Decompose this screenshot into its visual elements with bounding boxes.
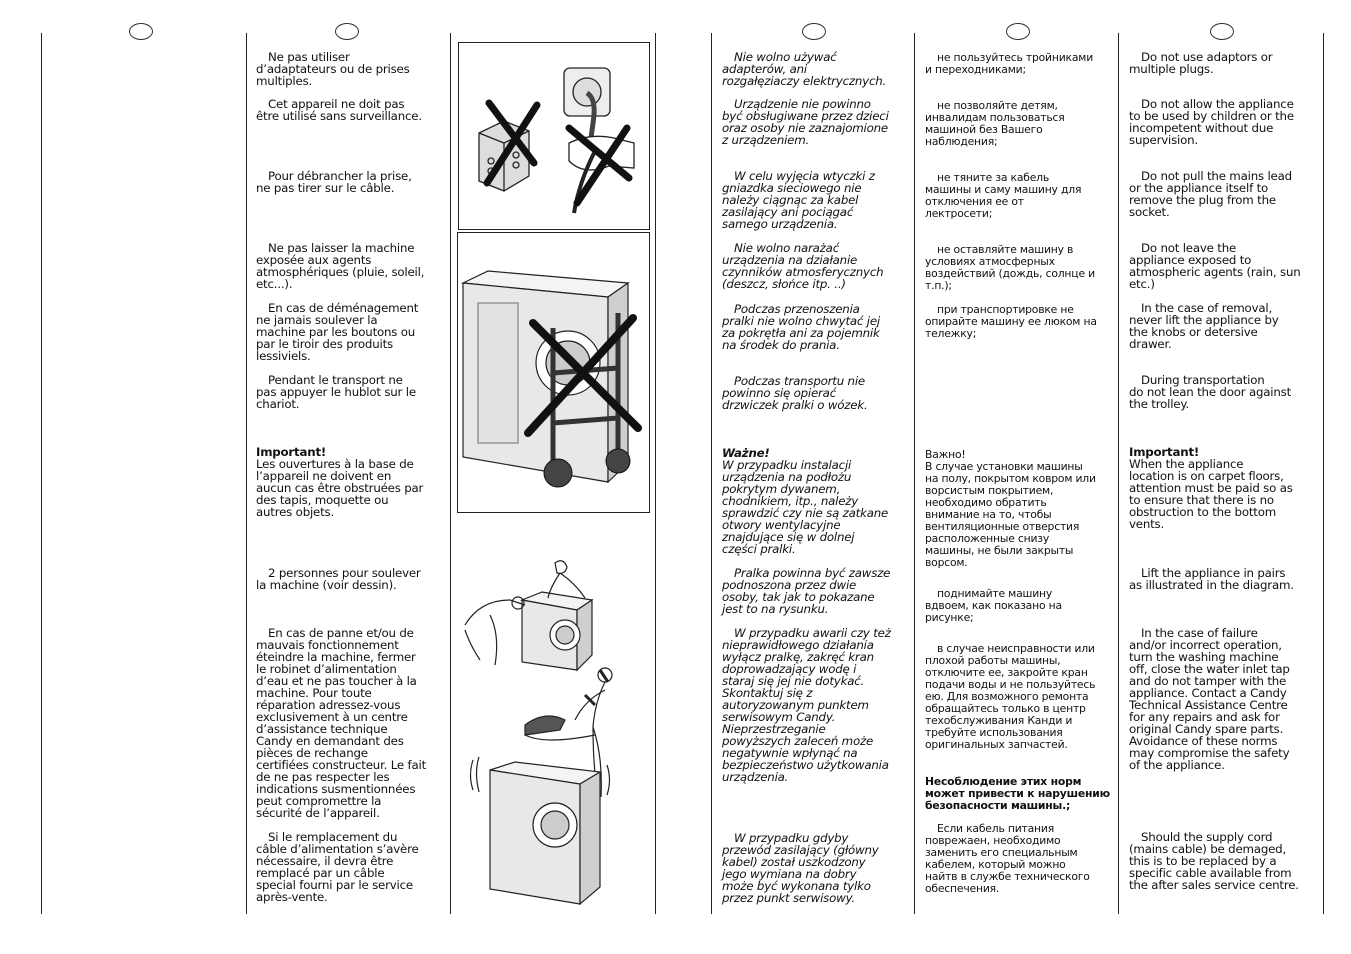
ru-supervision: не позволяйте детям, инвалидам пользоваться машиной без Вашего наблюдения;: [925, 99, 1065, 148]
language-marker-en: [1210, 23, 1234, 40]
en-plug: Do not pull the mains lead or the appliance itself to remove the plug from the socket.: [1129, 169, 1292, 219]
rule-fr-left: [246, 33, 247, 914]
rule-page-divider: [655, 33, 656, 914]
ru-important-body: В случае установки машины на полу, покрытом ковром или ворсистым покрытием, необходимо обратить внимание на то, чтобы вентиляционные отверстия расположенные снизу машины, не были закрыты ворсом.: [925, 460, 1096, 569]
ru-warning: Несоблюдение этих норм может привести к нарушению безопасности машины.;: [925, 775, 1110, 812]
rule-right-margin: [1323, 33, 1324, 914]
en-lift: Lift the appliance in pairs as illustrated in the diagram.: [1129, 566, 1294, 592]
pl-removal: Podczas przenoszenia pralki nie wolno chwytać jej za pokrętła ani za pojemnik na środek do prania.: [722, 302, 880, 352]
plug-adapter-forbidden-icon: [458, 42, 650, 230]
language-marker-left: [129, 23, 153, 40]
rule-left-margin: [41, 33, 42, 914]
rule-ru-right: [1118, 33, 1119, 914]
rule-fr-right: [450, 33, 451, 914]
en-adaptors: Do not use adaptors or multiple plugs.: [1129, 50, 1273, 76]
ru-cable: Если кабель питания поврежаен, необходимо заменить его специальным кабелем, который можно найтв в службе технического обеспечения.: [925, 822, 1090, 895]
en-cable: Should the supply cord (mains cable) be demaged, this is to be replaced by a specific cable available from the after sales service centre.: [1129, 830, 1299, 892]
language-marker-pl: [802, 23, 826, 40]
fr-removal: En cas de déménagement ne jamais soulever la machine par les boutons ou par le tiroir des produits lessiviels.: [256, 301, 419, 363]
washer-trolley-forbidden-icon: [457, 232, 650, 513]
en-failure: In the case of failure and/or incorrect operation, turn the washing machine off, close the water inlet tap and do not tamper with the appliance. Contact a Candy Technical Assistance Centre for any repairs and ask for original Candy spare parts. Avoidance of these norms may compromise the safety of the appliance.: [1129, 626, 1290, 772]
en-important-title: Important!: [1129, 445, 1200, 459]
pl-adaptors: Nie wolno używać adapterów, ani rozgałęziaczy elektrycznych.: [722, 50, 887, 88]
fr-lift: 2 personnes pour soulever la machine (voir dessin).: [256, 566, 421, 592]
pl-important-title: Ważne!: [722, 446, 770, 460]
pl-failure: W przypadku awarii czy też nieprawidłowego działania wyłącz pralkę, zakręć kran doprowadzający wodę i staraj się jej nie dotykać. Skontaktuj się z autoryzowanym punktem serwisowym Candy. Nieprzestrzeganie powyższych zaleceń może negatywnie wpłynąć na bezpieczeństwo użytkowania urządzenia.: [722, 626, 891, 784]
fr-plug: Pour débrancher la prise, ne pas tirer sur le câble.: [256, 169, 412, 195]
en-removal: In the case of removal, never lift the appliance by the knobs or detersive drawer.: [1129, 301, 1279, 351]
en-weather: Do not leave the appliance exposed to atmospheric agents (rain, sun etc.): [1129, 241, 1301, 291]
ru-transport: при транспортировке не опирайте машину ее люком на тележку;: [925, 303, 1097, 340]
pl-cable: W przypadku gdyby przewód zasilający (główny kabel) został uszkodzony jego wymiana na dobry może być wykonana tylko przez punkt serwisowy.: [722, 831, 879, 905]
fr-failure: En cas de panne et/ou de mauvais fonctionnement éteindre la machine, fermer le robinet d’alimentation d’eau et ne pas toucher à la machine. Pour toute réparation adressez-vous exclusivement à un centre d’assistance technique Candy en demandant des pièces de rechange certifiées constructeur. Le fait de ne pas respecter les indications susmentionnées peut compromettre la sécurité de l’appareil.: [256, 626, 426, 820]
fr-cable: Si le remplacement du câble d’alimentation s’avère nécessaire, il devra être remplacé par un câble special fourni par le service après-vente.: [256, 830, 419, 904]
pl-plug: W celu wyjęcia wtyczki z gniazdka sieciowego nie należy ciągnąc za kabel zasilający ani pociągać samego urządzenia.: [722, 169, 875, 231]
two-persons-lifting-icon: [460, 555, 600, 675]
language-marker-fr: [335, 23, 359, 40]
ru-lift: поднимайте машину вдвоем, как показано на рисунке;: [925, 587, 1062, 624]
en-important-body: When the appliance location is on carpet floors, attention must be paid so as to ensure that there is no obstruction to the bottom vents.: [1129, 457, 1293, 531]
failure-phone-service-icon: [465, 665, 615, 915]
fr-important-title: Important!: [256, 445, 327, 459]
pl-weather: Nie wolno narażać urządzenia na działanie czynników atmosferycznych (deszcz, słońce itp. ..): [722, 241, 884, 291]
fr-supervision: Cet appareil ne doit pas être utilisé sans surveillance.: [256, 97, 422, 123]
fr-important-body: Les ouvertures à la base de l’appareil ne doivent en aucun cas être obstruées par des tapis, moquette ou autres objets.: [256, 457, 424, 519]
pl-lift: Pralka powinna być zawsze podnoszona przez dwie osoby, tak jak to pokazane jest to na rysunku.: [722, 566, 891, 616]
fr-transport: Pendant le transport ne pas appuyer le hublot sur le chariot.: [256, 373, 416, 411]
rule-pl-left: [711, 33, 712, 914]
pl-important-body: W przypadku instalacji urządzenia na podłożu pokrytym dywanem, chodnikiem, itp., należy sprawdzić czy nie są zatkane otwory wentylacyjne znajdujące się w dolnej części pralki.: [722, 458, 889, 556]
ru-weather: не оставляйте машину в условиях атмосферных воздействий (дождь, солнце и т.п.);: [925, 243, 1095, 292]
ru-important-title: Важно!: [925, 448, 966, 461]
pl-transport: Podczas transportu nie powinno się opierać drzwiczek pralki o wózek.: [722, 374, 868, 412]
ru-plug: не тяните за кабель машины и саму машину для отключения ее от лектросети;: [925, 171, 1082, 220]
language-marker-ru: [1006, 23, 1030, 40]
rule-pl-right: [914, 33, 915, 914]
ru-failure: в случае неисправности или плохой работы машины, отключите ее, закройте кран подачи воды и не пользуйтесь ею. Для возможного ремонта обращайтесь только в центр техобслуживания Канди и требуйте использования оригинальных запчастей.: [925, 642, 1096, 751]
fr-adaptors: Ne pas utiliser d’adaptateurs ou de prises multiples.: [256, 50, 410, 88]
pl-supervision: Urządzenie nie powinno być obsługiwane przez dzieci oraz osoby nie zaznajomione z urządzeniem.: [722, 97, 889, 147]
fr-weather: Ne pas laisser la machine exposée aux agents atmosphériques (pluie, soleil, etc...).: [256, 241, 425, 291]
en-supervision: Do not allow the appliance to be used by children or the incompetent without due supervision.: [1129, 97, 1294, 147]
ru-adaptors: не пользуйтесь тройниками и переходниками;: [925, 51, 1094, 76]
en-transport: During transportation do not lean the door against the trolley.: [1129, 373, 1292, 411]
